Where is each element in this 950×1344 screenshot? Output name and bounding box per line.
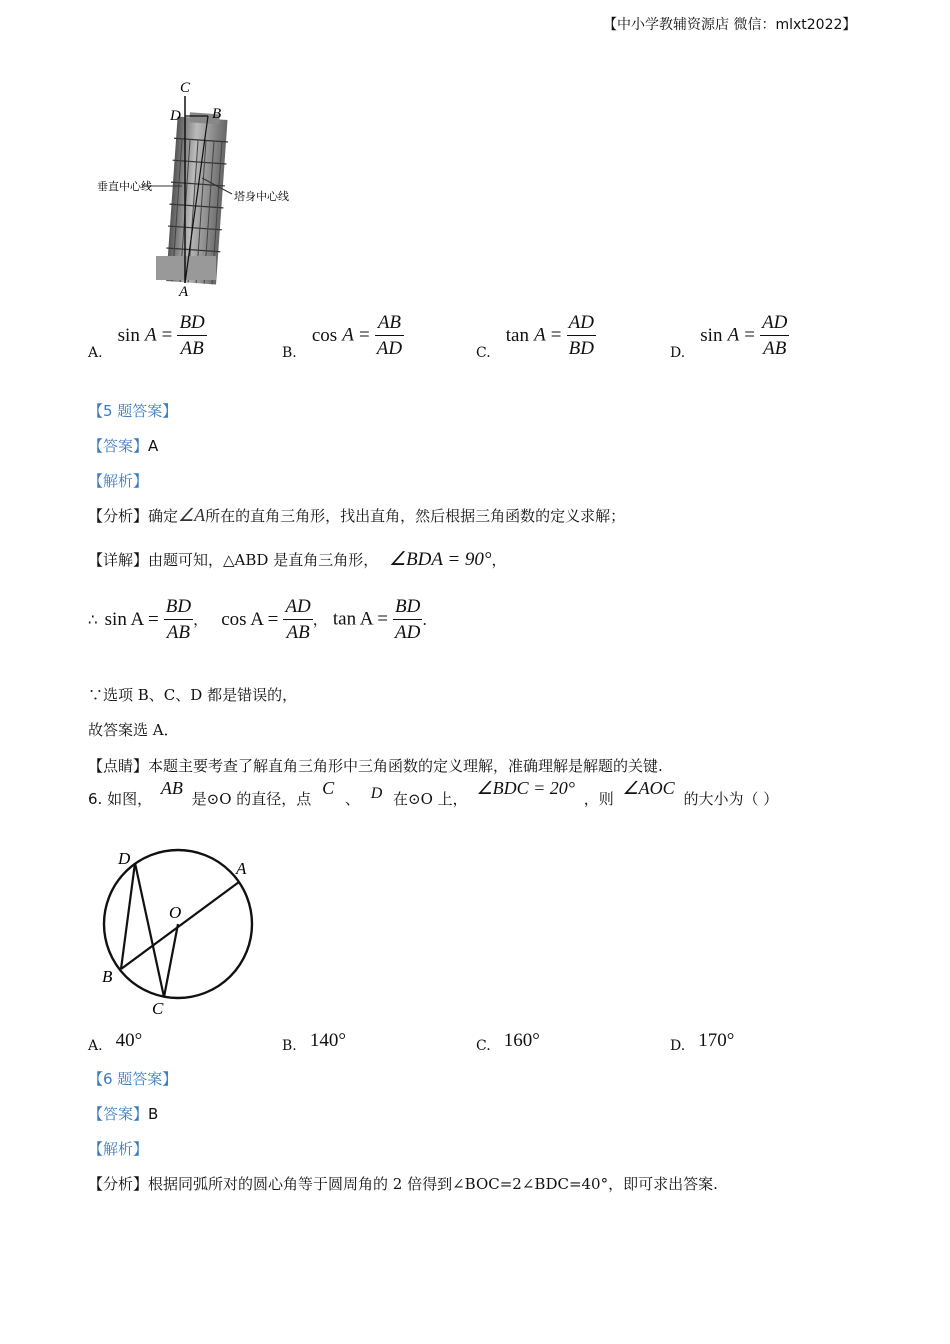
q5-xiangjie-line: 【详解】由题可知，△ABD 是直角三角形， ∠BDA = 90°， [88,549,507,570]
q6-fenxi-line: 【分析】根据同弧所对的圆心角等于圆周角的 2 倍得到∠BOC=2∠BDC=40°，即可求出答案. [88,1175,718,1193]
q6-option-d[interactable]: D. 170° [670,1030,735,1054]
circle-label-b: B [102,967,113,986]
q5-dianjing-line: 【点睛】本题主要考查了解直角三角形中三角函数的定义理解，准确理解是解题的关键. [88,757,663,775]
circle-label-d: D [118,849,131,868]
q6-option-a[interactable]: A. 40° [88,1030,143,1054]
trig-fraction-tan: $\frac{BD}{AD}$ [395,596,421,643]
q5-conclusion: 故答案选 A． [88,721,179,739]
q5-option-d[interactable]: D. sin A = $\frac{AD}{AB}$ [670,312,788,361]
tower-label-a: A [179,284,189,300]
q6-analysis-label: 【解析】 [88,1140,149,1158]
q6-answer-line: 【答案】B [88,1105,159,1123]
q5-option-c[interactable]: C. tan A = $\frac{AD}{BD}$ [476,312,594,361]
circle-label-o: O [169,903,182,922]
tower-label-c: C [180,80,191,96]
tower-label-b: B [212,106,222,122]
q5-trig-equations: ∴ sin A = $\frac{BD}{AB}$ ， cos A = $\frac{AD}{AB}$ ， tan A = $\frac{BD}{AD}$ ． [88,596,438,643]
trig-fraction-cos: $\frac{AD}{AB}$ [285,596,311,643]
q5-option-b-fraction: $\frac{AB}{AD}$ [376,312,403,359]
vertical-center-line-label: 垂直中心线 [97,180,152,193]
q5-analysis-label: 【解析】 [88,472,149,490]
q5-fenxi-line: 【分析】确定∠A所在的直角三角形，找出直角，然后根据三角函数的定义求解； [88,505,626,525]
q5-option-b[interactable]: B. cos A = $\frac{AB}{AD}$ [282,312,403,361]
q6-option-c[interactable]: C. 160° [476,1030,540,1054]
q6-option-b[interactable]: B. 140° [282,1030,346,1054]
tower-center-line-label: 塔身中心线 [234,190,289,203]
q6-answer-heading: 【6 题答案】 [88,1070,178,1088]
q6-stem: 6. 如图， AB 是⊙O 的直径，点 C 、 D 在⊙O 上， ∠BDC = 20° ，则 ∠AOC 的大小为（ ） [88,778,779,808]
q5-answer-heading: 【5 题答案】 [88,402,178,420]
trig-fraction-sin: $\frac{BD}{AB}$ [165,596,192,643]
q5-answer-line: 【答案】A [88,437,159,455]
q5-options-wrong: ∵选项 B、C、D 都是错误的， [88,686,298,704]
q5-option-a[interactable]: A. sin A = $\frac{BD}{AB}$ [88,312,205,361]
leaning-tower-figure [92,78,307,300]
q5-option-a-fraction: $\frac{BD}{AB}$ [179,312,205,359]
q5-option-c-fraction: $\frac{AD}{BD}$ [568,312,594,359]
circle-label-a: A [236,859,247,878]
circle-label-c: C [152,999,164,1018]
tower-label-d: D [170,108,181,124]
q5-option-d-fraction: $\frac{AD}{AB}$ [762,312,788,359]
circle-figure [96,840,266,1020]
page-header: 【中小学教辅资源店 微信：mlxt2022】 [603,17,857,33]
